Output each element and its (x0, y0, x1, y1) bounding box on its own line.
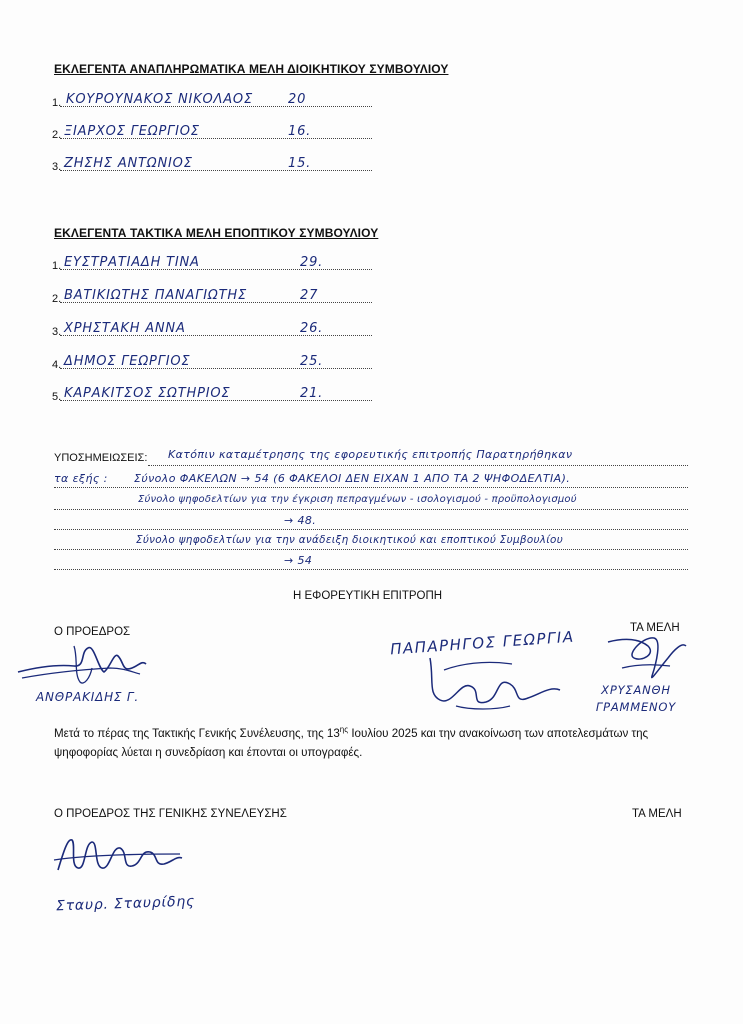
notes-line-1: Κατόπιν καταμέτρησης της εφορευτικής επιτροπής Παρατηρήθηκαν (168, 448, 573, 461)
notes-line-5: Σύνολο ψηφοδελτίων για την ανάδειξη διοικητικού και εποπτικού Συμβουλίου (136, 534, 564, 546)
row-number: 2. (52, 129, 62, 141)
row-number: 5. (52, 391, 62, 403)
committee-title: Η ΕΦΟΡΕΥΤΙΚΗ ΕΠΙΤΡΟΠΗ (293, 590, 443, 602)
vote-count: 27 (300, 288, 319, 303)
vote-count: 15. (288, 156, 312, 171)
vote-count: 21. (300, 386, 324, 401)
vote-count: 26. (300, 321, 324, 336)
closing-text-end: Ιουλίου 2025 και την ανακοίνωση των αποτελεσμάτων της ψηφοφορίας λύεται η συνεδρίαση και έπονται οι υπογραφές. (54, 726, 649, 759)
row-number: 4. (52, 359, 62, 371)
vote-count: 16. (288, 124, 312, 139)
notes-line-6: → 54 (284, 554, 313, 567)
candidate-name: ΔΗΜΟΣ ΓΕΩΡΓΙΟΣ (64, 354, 191, 369)
list-item (52, 154, 372, 174)
assembly-president-name: Σταυρ. Σταυρίδης (55, 893, 196, 915)
notes-line-4: → 48. (284, 514, 317, 527)
president-signature (14, 638, 154, 696)
candidate-name: ΒΑΤΙΚΙΩΤΗΣ ΠΑΝΑΓΙΩΤΗΣ (64, 288, 247, 303)
candidate-name: ΕΥΣΤΡΑΤΙΑΔΗ ΤΙΝΑ (64, 255, 200, 270)
candidate-name: ΖΗΣΗΣ ΑΝΤΩΝΙΟΣ (64, 156, 193, 171)
list-item (52, 319, 372, 339)
dotted-line (148, 465, 688, 466)
vote-count: 20 (288, 92, 307, 107)
list-item (52, 90, 372, 110)
dotted-line (54, 509, 688, 510)
dotted-line (54, 487, 688, 488)
notes-label: ΥΠΟΣΗΜΕΙΩΣΕΙΣ: (54, 452, 148, 464)
list-item (52, 253, 372, 273)
candidate-name: ΧΡΗΣΤΑΚΗ ΑΝΝΑ (64, 321, 186, 336)
closing-paragraph (54, 720, 690, 762)
closing-superscript: ης (339, 725, 349, 734)
alternates-heading: ΕΚΛΕΓΕΝΤΑ ΑΝΑΠΛΗΡΩΜΑΤΙΚΑ ΜΕΛΗ ΔΙΟΙΚΗΤΙΚΟΥ ΣΥΜΒΟΥΛΙΟΥ (54, 62, 449, 76)
list-item (52, 122, 372, 142)
member-2-signature (598, 628, 690, 688)
member-1-signature (400, 640, 570, 718)
vote-count: 29. (300, 255, 324, 270)
dotted-line (54, 529, 688, 530)
candidate-name: ΚΟΥΡΟΥΝΑΚΟΣ ΝΙΚΟΛΑΟΣ (66, 92, 253, 107)
dotted-line (54, 569, 688, 570)
candidate-name: ΚΑΡΑΚΙΤΣΟΣ ΣΩΤΗΡΙΟΣ (64, 386, 231, 401)
committee-president-label: Ο ΠΡΟΕΔΡΟΣ (54, 626, 131, 638)
committee-member-2-name: ΧΡΥΣΑΝΘΗ ΓΡΑΜΜΕΝΟΥ (595, 683, 677, 714)
row-number: 3. (52, 326, 62, 338)
notes-line-2: Σύνολο ΦΑΚΕΛΩΝ → 54 (6 ΦΑΚΕΛΟΙ ΔΕΝ ΕΙΧΑΝ 1 ΑΠΟ ΤΑ 2 ΨΗΦΟΔΕΛΤΙΑ). (134, 472, 571, 485)
assembly-members-label: ΤΑ ΜΕΛΗ (632, 808, 682, 820)
row-number: 1. (52, 97, 62, 109)
notes-line-2-prefix: τα εξής : (54, 472, 108, 485)
supervisory-heading: ΕΚΛΕΓΕΝΤΑ ΤΑΚΤΙΚΑ ΜΕΛΗ ΕΠΟΠΤΙΚΟΥ ΣΥΜΒΟΥΛΙΟΥ (54, 226, 379, 240)
assembly-president-label: Ο ΠΡΟΕΔΡΟΣ ΤΗΣ ΓΕΝΙΚΗΣ ΣΥΝΕΛΕΥΣΗΣ (54, 808, 287, 820)
closing-text-start: Μετά το πέρας της Τακτικής Γενικής Συνέλευσης, της 13 (54, 726, 340, 740)
dotted-line (54, 549, 688, 550)
assembly-president-signature (50, 830, 190, 886)
row-number: 2. (52, 293, 62, 305)
committee-members-label: ΤΑ ΜΕΛΗ (630, 622, 680, 634)
list-item (52, 384, 372, 404)
list-item (52, 352, 372, 372)
list-item (52, 286, 372, 306)
row-number: 3. (52, 161, 62, 173)
row-number: 1. (52, 260, 62, 272)
committee-member-1-name: ΠΑΠΑΡΗΓΟΣ ΓΕΩΡΓΙΑ (389, 627, 576, 659)
vote-count: 25. (300, 354, 324, 369)
candidate-name: ΞΙΑΡΧΟΣ ΓΕΩΡΓΙΟΣ (64, 124, 200, 139)
committee-president-name: ΑΝΘΡΑΚΙΔΗΣ Γ. (36, 690, 140, 704)
notes-line-3: Σύνολο ψηφοδελτίων για την έγκριση πεπραγμένων - ισολογισμού - προϋπολογισμού (138, 494, 577, 505)
